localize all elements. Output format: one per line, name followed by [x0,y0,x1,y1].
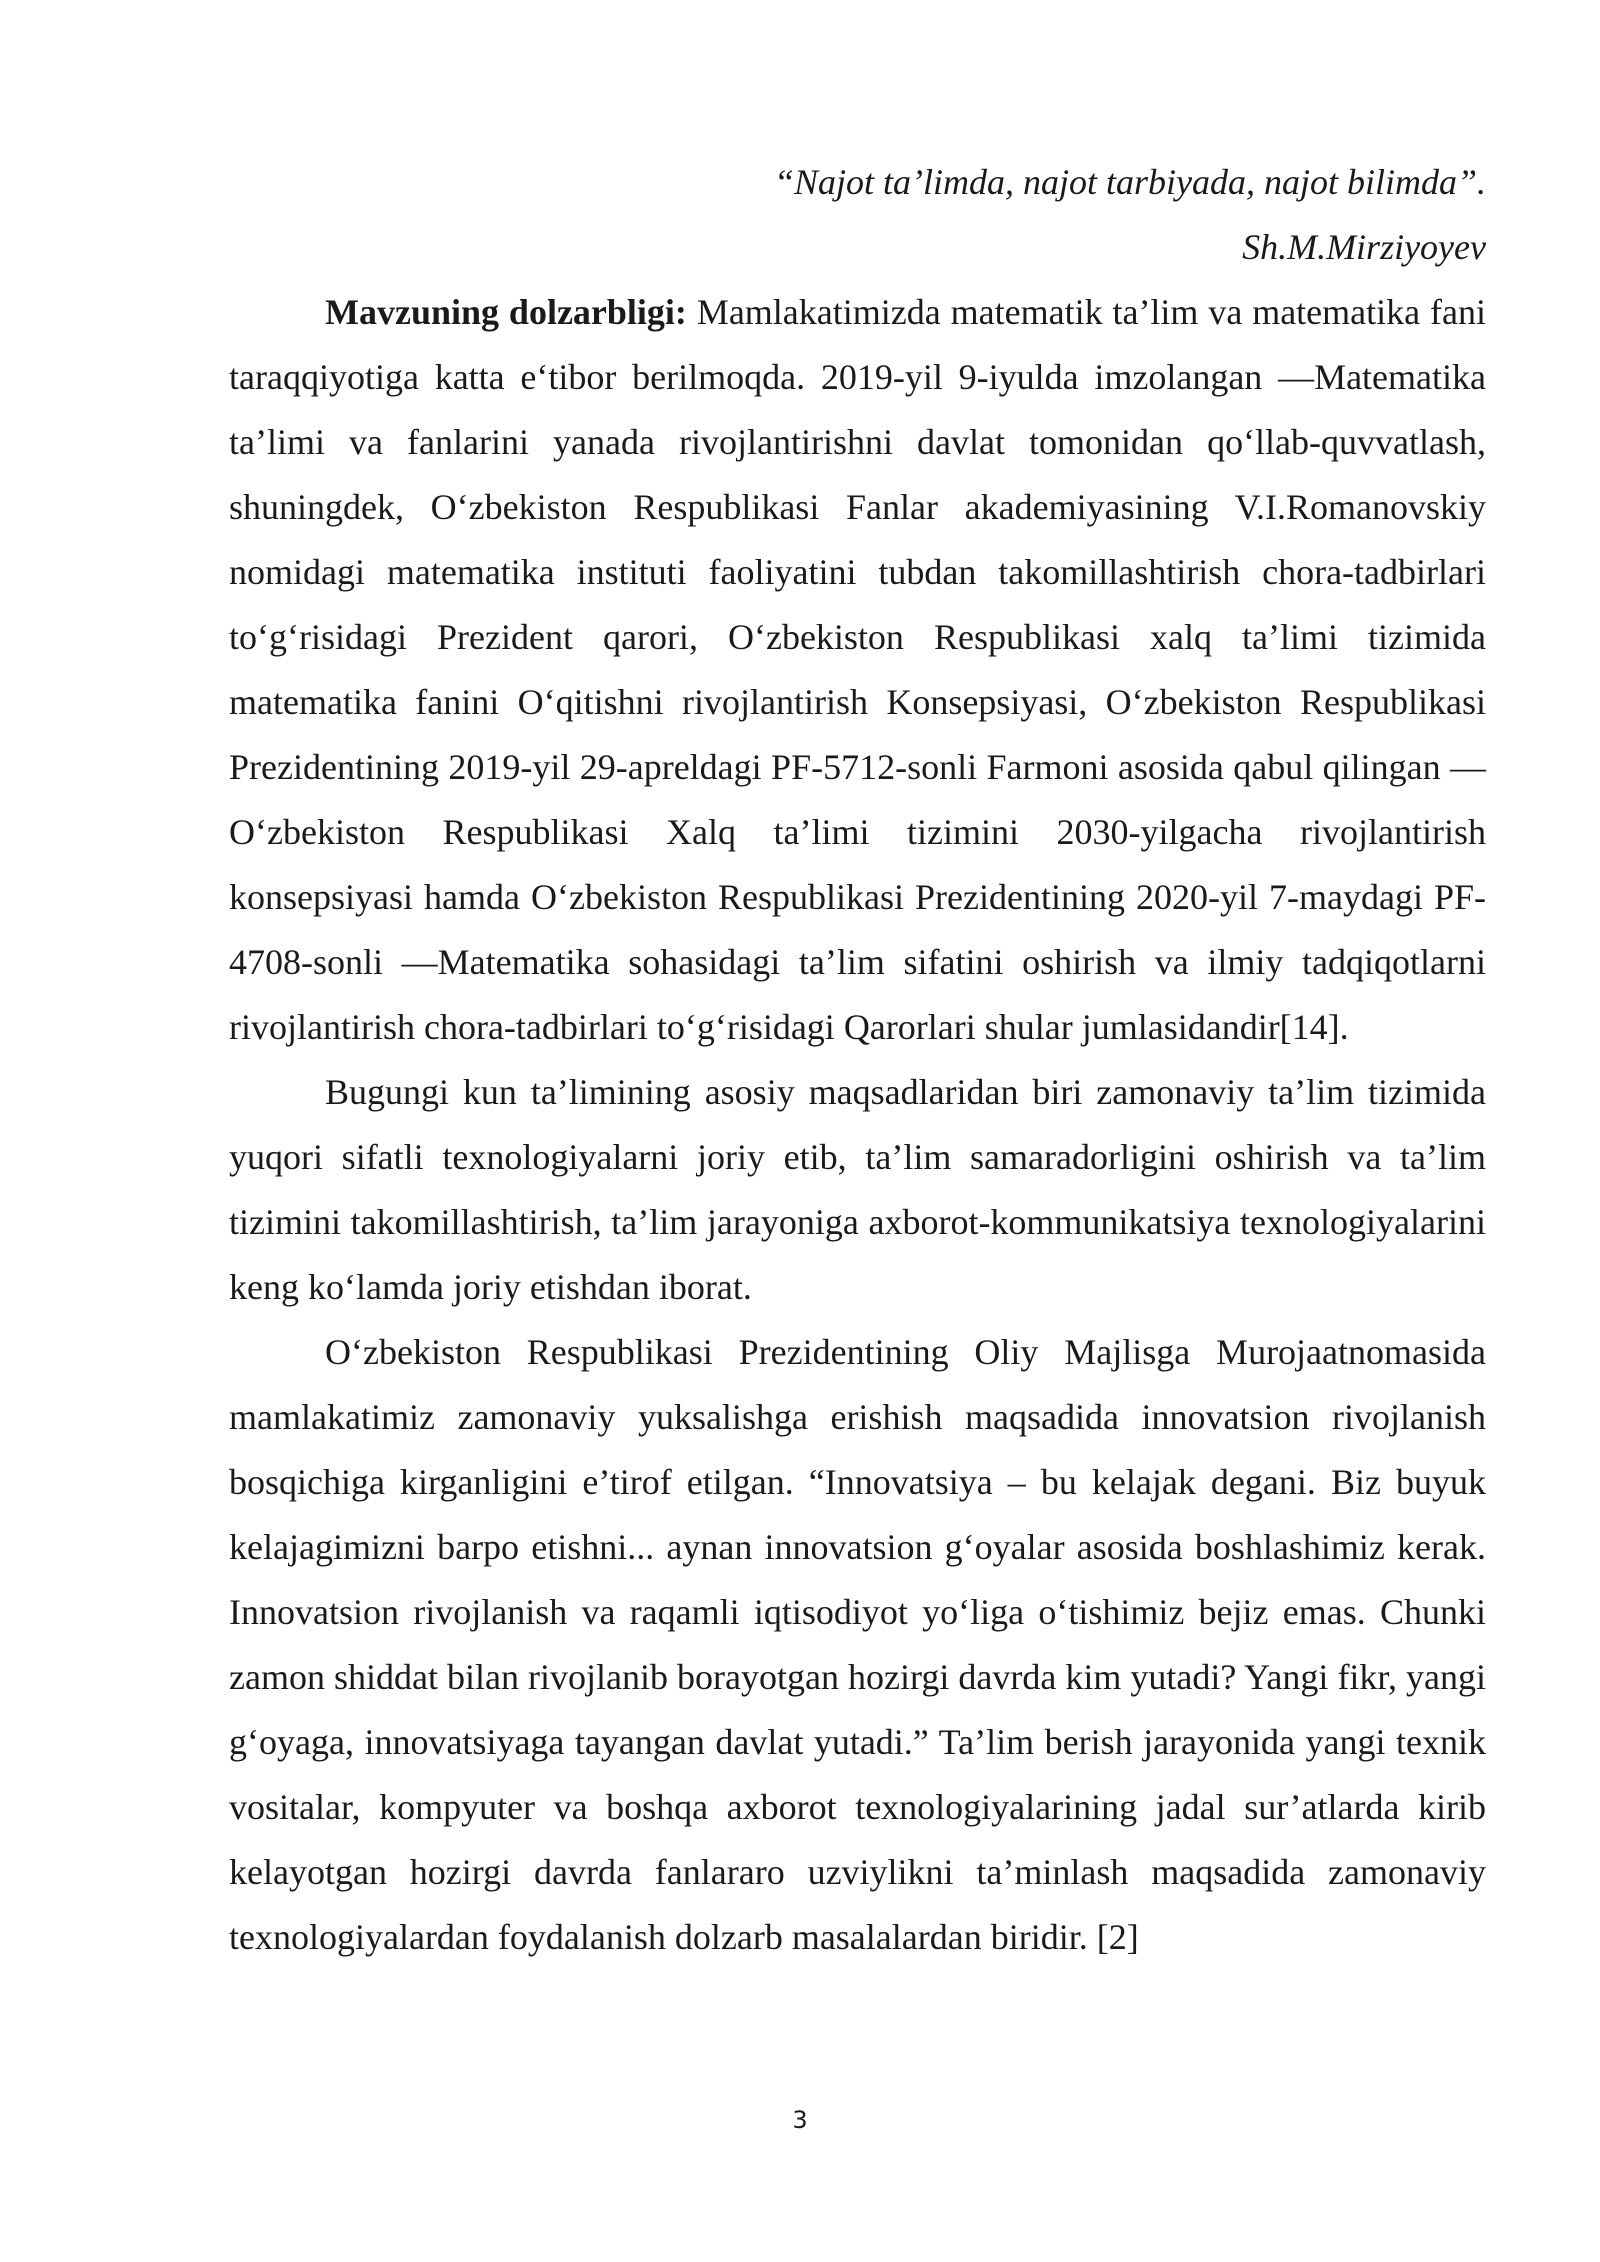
page-number: 3 [792,2106,808,2134]
paragraph-text: Mamlakatimizda matematik ta’lim va matematika fani taraqqiyotiga katta e‘tibor berilmoqda. 2019-yil 9-iyulda imzolangan —Matematika ta’limi va fanlarini yanada rivojlantirishni davlat tomonidan qo‘llab-quvvatlash, shuningdek, O‘zbekiston Respublikasi Fanlar akademiyasining V.I.Romanovskiy nomidagi matematika instituti faoliyatini tubdan takomillashtirish chora-tadbirlari to‘g‘risidagi Prezident qarori, O‘zbekiston Respublikasi xalq ta’limi tizimida matematika fanini O‘qitishni rivojlantirish Konsepsiyasi, O‘zbekiston Respublikasi Prezidentining 2019-yil 29-apreldagi PF-5712-sonli Farmoni asosida qabul qilingan —O‘zbekiston Respublikasi Xalq ta’limi tizimini 2030-yilgacha rivojlantirish konsepsiyasi hamda O‘zbekiston Respublikasi Prezidentining 2020-yil 7-maydagi PF-4708-sonli —Matematika sohasidagi ta’lim sifatini oshirish va ilmiy tadqiqotlarni rivojlantirish chora-tadbirlari to‘g‘risidagi Qarorlari shular jumlasidandir[14]. [229,292,1486,1047]
paragraph-president-address: O‘zbekiston Respublikasi Prezidentining Oliy Majlisga Murojaatnomasida mamlakatimiz zamonaviy yuksalishga erishish maqsadida innovatsion rivojlanish bosqichiga kirganligini e’tirof etilgan. “Innovatsiya – bu kelajak degani. Biz buyuk kelajagimizni barpo etishni... aynan innovatsion g‘oyalar asosida boshlashimiz kerak. Innovatsion rivojlanish va raqamli iqtisodiyot yo‘liga o‘tishimiz bejiz emas. Chunki zamon shiddat bilan rivojlanib borayotgan hozirgi davrda kim yutadi? Yangi fikr, yangi g‘oyaga, innovatsiyaga tayangan davlat yutadi.” Ta’lim berish jarayonida yangi texnik vositalar, kompyuter va boshqa axborot texnologiyalarining jadal sur’atlarda kirib kelayotgan hozirgi davrda fanlararo uzviylikni ta’minlash maqsadida zamonaviy texnologiyalardan foydalanish dolzarb masalalardan biridir. [2] [229,1332,1486,1957]
paragraph-relevance [229,280,1486,1060]
paragraph-education-goals: Bugungi kun ta’limining asosiy maqsadlaridan biri zamonaviy ta’lim tizimida yuqori sifatli texnologiyalarni joriy etib, ta’lim samaradorligini oshirish va ta’lim tizimini takomillashtirish, ta’lim jarayoniga axborot-kommunikatsiya texnologiyalarini keng ko‘lamda joriy etishdan iborat. [229,1072,1486,1307]
section-heading-relevance: Mavzuning dolzarbligi: [325,292,687,332]
page-content [229,150,1486,1970]
epigraph-quote: “Najot ta’limda, najot tarbiyada, najot bilimda”. [773,162,1486,202]
epigraph-author: Sh.M.Mirziyoyev [1242,227,1486,267]
